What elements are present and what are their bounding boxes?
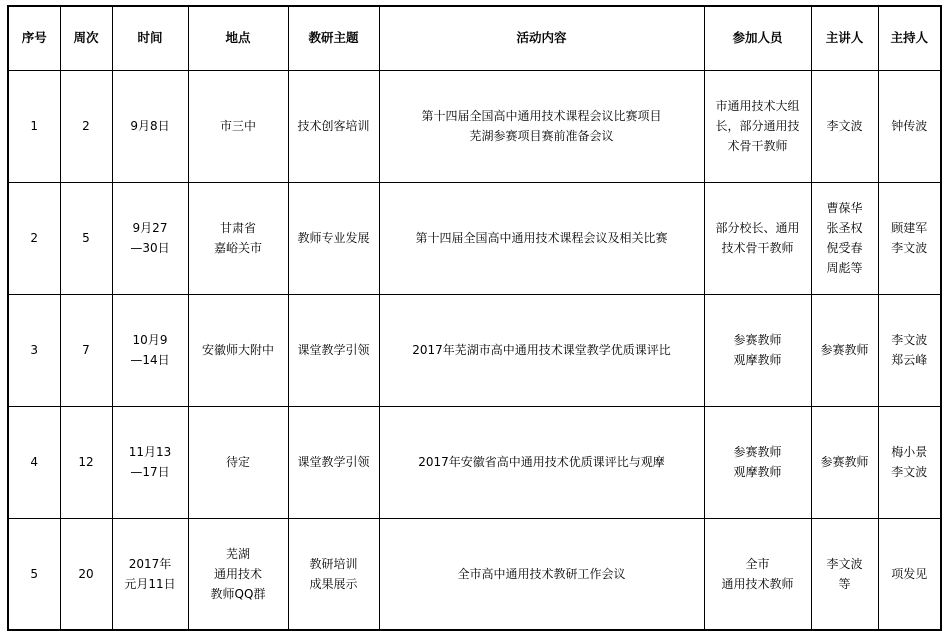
column-header-host: 主持人 (878, 6, 941, 70)
cell-topic: 教师专业发展 (288, 182, 379, 294)
activity-schedule-table (7, 5, 942, 631)
cell-week: 7 (60, 294, 112, 406)
cell-speaker: 李文波 (811, 70, 878, 182)
cell-content: 第十四届全国高中通用技术课程会议及相关比赛 (379, 182, 704, 294)
column-header-index: 序号 (8, 6, 60, 70)
cell-participants: 参赛教师 观摩教师 (704, 406, 811, 518)
cell-topic: 课堂教学引领 (288, 294, 379, 406)
cell-location: 安徽师大附中 (188, 294, 288, 406)
cell-location: 芜湖 通用技术 教师QQ群 (188, 518, 288, 630)
cell-week: 12 (60, 406, 112, 518)
cell-time: 10月9 —14日 (112, 294, 188, 406)
cell-speaker: 参赛教师 (811, 294, 878, 406)
cell-location: 待定 (188, 406, 288, 518)
cell-topic: 技术创客培训 (288, 70, 379, 182)
cell-speaker: 李文波 等 (811, 518, 878, 630)
column-header-content: 活动内容 (379, 6, 704, 70)
table-row (8, 294, 941, 406)
cell-topic: 课堂教学引领 (288, 406, 379, 518)
cell-time: 9月27 —30日 (112, 182, 188, 294)
cell-content: 2017年芜湖市高中通用技术课堂教学优质课评比 (379, 294, 704, 406)
cell-host: 梅小景 李文波 (878, 406, 941, 518)
table-row (8, 518, 941, 630)
cell-speaker: 曹葆华 张圣权 倪受春 周彪等 (811, 182, 878, 294)
cell-content: 全市高中通用技术教研工作会议 (379, 518, 704, 630)
cell-host: 钟传波 (878, 70, 941, 182)
cell-topic: 教研培训 成果展示 (288, 518, 379, 630)
cell-participants: 参赛教师 观摩教师 (704, 294, 811, 406)
cell-index: 1 (8, 70, 60, 182)
cell-participants: 全市 通用技术教师 (704, 518, 811, 630)
cell-host: 顾建军 李文波 (878, 182, 941, 294)
column-header-speaker: 主讲人 (811, 6, 878, 70)
table-body (8, 70, 941, 630)
column-header-location: 地点 (188, 6, 288, 70)
cell-participants: 市通用技术大组 长，部分通用技 术骨干教师 (704, 70, 811, 182)
cell-index: 4 (8, 406, 60, 518)
cell-speaker: 参赛教师 (811, 406, 878, 518)
table-row (8, 70, 941, 182)
cell-index: 3 (8, 294, 60, 406)
cell-time: 9月8日 (112, 70, 188, 182)
cell-content: 第十四届全国高中通用技术课程会议比赛项目 芜湖参赛项目赛前准备会议 (379, 70, 704, 182)
table-row (8, 182, 941, 294)
cell-index: 5 (8, 518, 60, 630)
cell-host: 李文波 郑云峰 (878, 294, 941, 406)
cell-content: 2017年安徽省高中通用技术优质课评比与观摩 (379, 406, 704, 518)
cell-location: 甘肃省 嘉峪关市 (188, 182, 288, 294)
column-header-topic: 教研主题 (288, 6, 379, 70)
cell-week: 5 (60, 182, 112, 294)
cell-participants: 部分校长、通用 技术骨干教师 (704, 182, 811, 294)
column-header-week: 周次 (60, 6, 112, 70)
table-row (8, 406, 941, 518)
cell-location: 市三中 (188, 70, 288, 182)
column-header-participants: 参加人员 (704, 6, 811, 70)
column-header-time: 时间 (112, 6, 188, 70)
cell-week: 2 (60, 70, 112, 182)
header-row (8, 6, 941, 70)
cell-time: 2017年 元月11日 (112, 518, 188, 630)
cell-week: 20 (60, 518, 112, 630)
cell-time: 11月13 —17日 (112, 406, 188, 518)
cell-index: 2 (8, 182, 60, 294)
cell-host: 项发见 (878, 518, 941, 630)
